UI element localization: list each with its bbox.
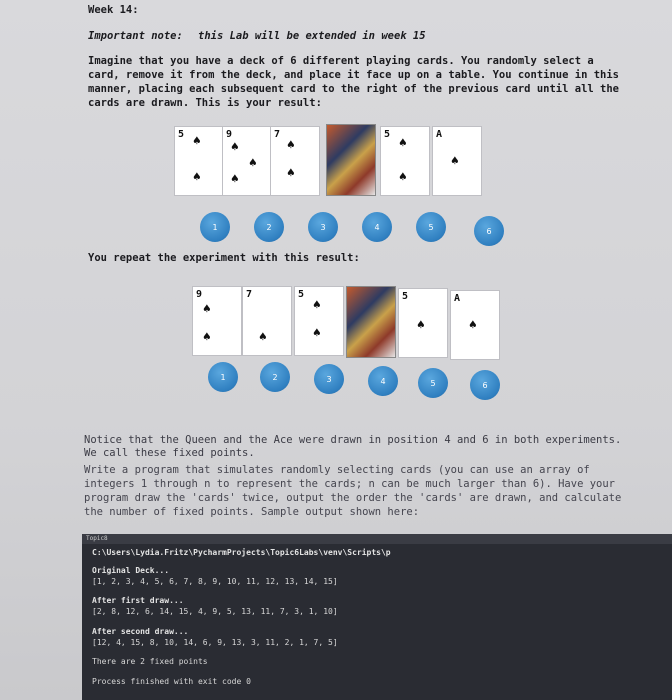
card-rank: 9 [226, 129, 233, 140]
intro-line-1: Imagine that you have a deck of 6 different playing cards. You randomly select a [88, 55, 594, 67]
terminal-tab-title[interactable]: Topic8 [82, 534, 672, 544]
spade-icon: ♠ [193, 170, 201, 185]
important-note-label: Important note: [88, 30, 183, 42]
card-rank: 7 [274, 129, 281, 140]
intro-line-4: cards are drawn. This is your result: [88, 97, 322, 109]
card-rank: A [454, 293, 461, 304]
card-spade-3 [294, 286, 344, 356]
position-circle-6: 6 [470, 370, 500, 400]
intro-line-3: manner, placing each subsequent card to the right of the previous card until all the [88, 83, 620, 95]
intro-line-2: card, remove it from the deck, and place it face up on a table. You continue in this [88, 69, 620, 81]
card-spade-3 [270, 126, 320, 196]
fixed-points-result: There are 2 fixed points [92, 657, 208, 666]
original-deck-values: [1, 2, 3, 4, 5, 6, 7, 8, 9, 10, 11, 12, 13, 14, 15] [92, 577, 338, 586]
spade-icon: ♠ [399, 136, 407, 151]
card-spade-2 [242, 286, 292, 356]
first-draw-label: After first draw... [92, 596, 184, 605]
spade-icon: ♠ [451, 154, 459, 169]
spade-icon: ♠ [203, 302, 211, 317]
spade-icon: ♠ [287, 166, 295, 181]
card-spade-1 [174, 126, 224, 196]
spade-icon: ♠ [249, 156, 257, 171]
card-rank: 7 [246, 289, 253, 300]
notice-line-1: Notice that the Queen and the Ace were drawn in position 4 and 6 in both experiments. [84, 434, 622, 446]
spade-icon: ♠ [287, 138, 295, 153]
spade-icon: ♠ [417, 318, 425, 333]
spade-icon: ♠ [399, 170, 407, 185]
card-spade-5 [380, 126, 430, 196]
position-circle-3: 3 [314, 364, 344, 394]
card-rank: 5 [178, 129, 185, 140]
card-spade-5 [398, 288, 448, 358]
card-spade-1 [192, 286, 242, 356]
ace-card [450, 290, 500, 360]
position-circle-3: 3 [308, 212, 338, 242]
position-circle-5: 5 [418, 368, 448, 398]
task-line-2: integers 1 through n to represent the cards; n can be much larger than 6). Have your [84, 478, 616, 490]
card-rank: 5 [298, 289, 305, 300]
second-draw-label: After second draw... [92, 627, 189, 636]
ace-card [432, 126, 482, 196]
spade-icon: ♠ [231, 172, 239, 187]
card-spade-2 [222, 126, 272, 196]
queen-card [326, 124, 376, 196]
notice-line-2: We call these fixed points. [84, 447, 255, 459]
exit-code-message: Process finished with exit code 0 [92, 677, 251, 686]
spade-icon: ♠ [231, 140, 239, 155]
repeat-text: You repeat the experiment with this result: [88, 252, 360, 264]
spade-icon: ♠ [313, 298, 321, 313]
terminal-output [82, 534, 672, 700]
position-circle-6: 6 [474, 216, 504, 246]
card-rank: 5 [384, 129, 391, 140]
spade-icon: ♠ [203, 330, 211, 345]
spade-icon: ♠ [469, 318, 477, 333]
original-deck-label: Original Deck... [92, 566, 170, 575]
spade-icon: ♠ [313, 326, 321, 341]
position-circle-5: 5 [416, 212, 446, 242]
spade-icon: ♠ [259, 330, 267, 345]
important-note-text: this Lab will be extended in week 15 [198, 30, 426, 42]
queen-card [346, 286, 396, 358]
task-line-3: program draw the 'cards' twice, output the order the 'cards' are drawn, and calculate [84, 492, 622, 504]
terminal-path: C:\Users\Lydia.Fritz\PycharmProjects\Topic6Labs\venv\Scripts\p [92, 548, 391, 557]
position-circle-1: 1 [200, 212, 230, 242]
card-rank: 5 [402, 291, 409, 302]
card-rank: 9 [196, 289, 203, 300]
position-circle-4: 4 [362, 212, 392, 242]
position-circle-2: 2 [260, 362, 290, 392]
task-line-1: Write a program that simulates randomly selecting cards (you can use an array of [84, 464, 590, 476]
card-rank: A [436, 129, 443, 140]
first-draw-values: [2, 8, 12, 6, 14, 15, 4, 9, 5, 13, 11, 7, 3, 1, 10] [92, 607, 338, 616]
week-heading: Week 14: [88, 4, 139, 16]
task-line-4: the number of fixed points. Sample output shown here: [84, 506, 420, 518]
position-circle-2: 2 [254, 212, 284, 242]
position-circle-4: 4 [368, 366, 398, 396]
spade-icon: ♠ [193, 134, 201, 149]
position-circle-1: 1 [208, 362, 238, 392]
second-draw-values: [12, 4, 15, 8, 10, 14, 6, 9, 13, 3, 11, 2, 1, 7, 5] [92, 638, 338, 647]
